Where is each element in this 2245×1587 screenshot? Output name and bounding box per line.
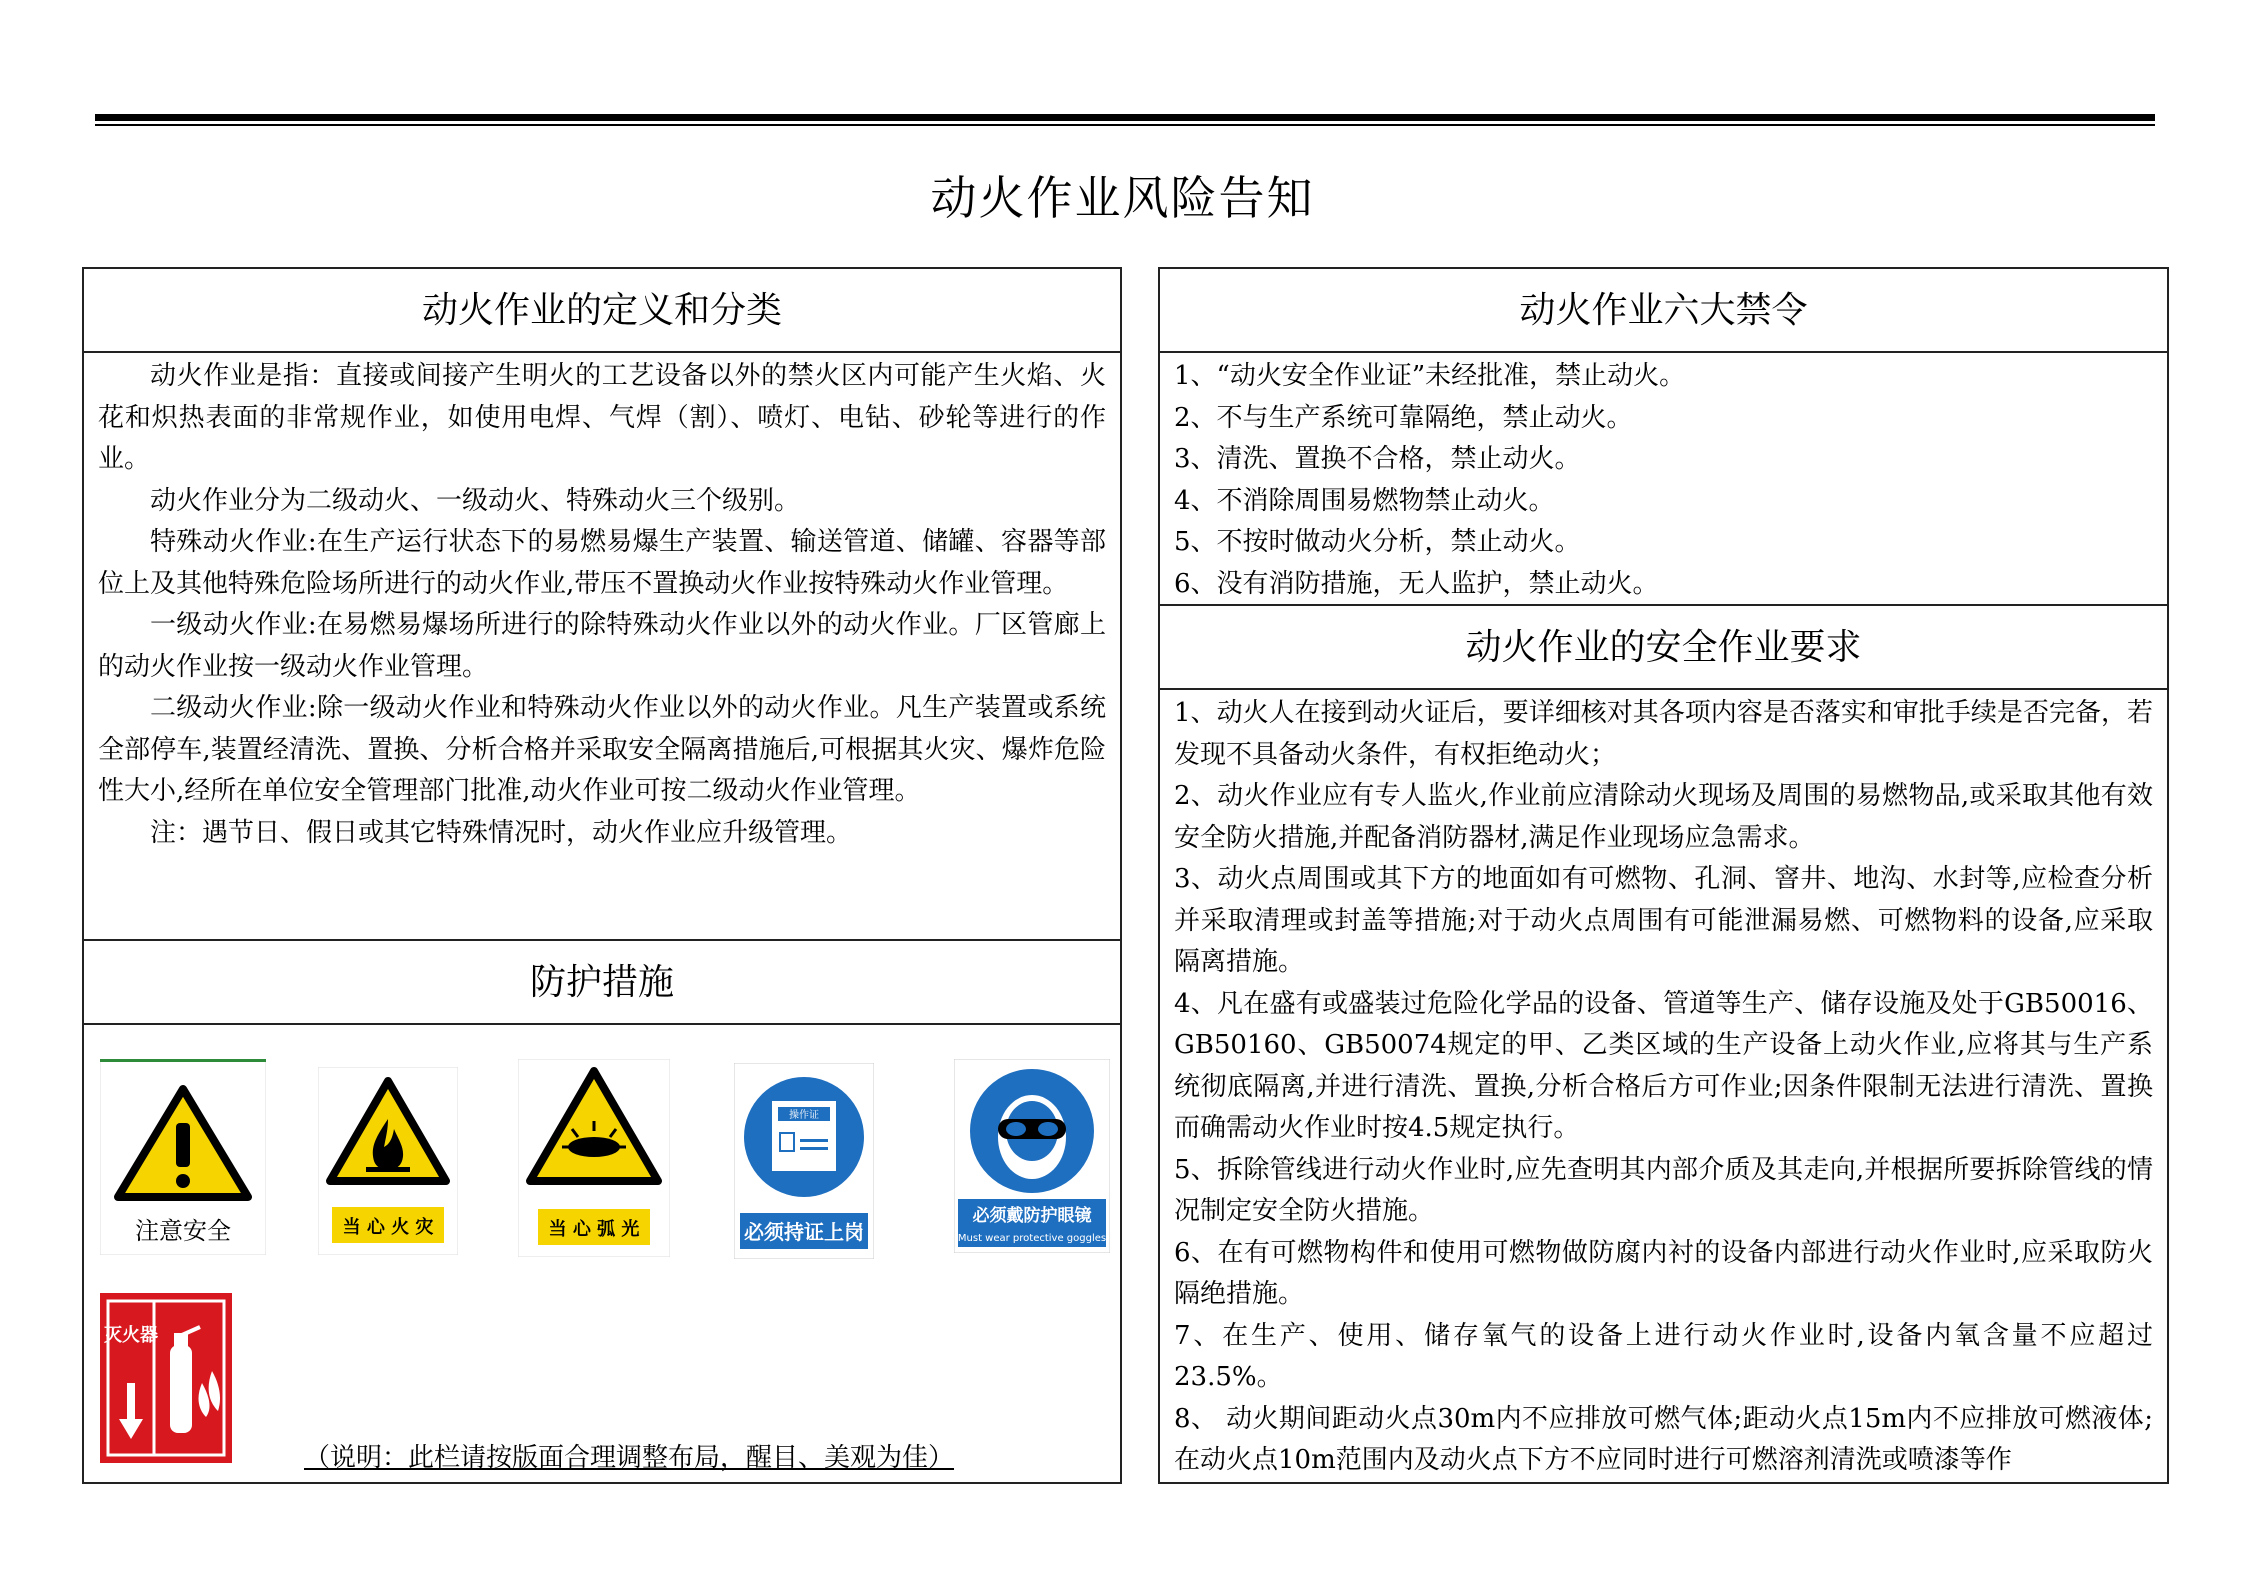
prohibition-item: 6、没有消防措施，无人监护，禁止动火。 (1174, 568, 1659, 599)
definition-body (98, 356, 1106, 854)
protection-heading: 防护措施 (84, 939, 1120, 1025)
sign-fire-warning (318, 1067, 458, 1255)
sign-label: 必须戴防护眼镜 (972, 1206, 1092, 1226)
requirement-item: 5、拆除管线进行动火作业时,应先查明其内部介质及其走向,并根据所要拆除管线的情况制定安全防火措施。 (1174, 1154, 2153, 1226)
prohibition-item: 3、清洗、置换不合格，禁止动火。 (1174, 444, 1581, 474)
sign-sublabel: Must wear protective goggles (957, 1233, 1107, 1244)
definition-paragraph: 动火作业分为二级动火、一级动火、特殊动火三个级别。 (150, 485, 801, 516)
safety-signs (100, 1059, 1107, 1479)
sign-label: 必须持证上岗 (744, 1220, 864, 1244)
flame-warning-icon (318, 1067, 458, 1255)
prohibitions-list (1174, 356, 2153, 605)
definition-heading: 动火作业的定义和分类 (84, 269, 1120, 353)
requirement-item: 7、在生产、使用、储存氧气的设备上进行动火作业时,设备内氧含量不应超过23.5%。 (1174, 1320, 2153, 1392)
protection-caption: （说明：此栏请按版面合理调整布局，醒目、美观为佳） (304, 1443, 955, 1473)
definition-note: 注：遇节日、假日或其它特殊情况时，动火作业应升级管理。 (150, 817, 853, 848)
prohibition-item: 4、不消除周围易燃物禁止动火。 (1174, 485, 1555, 516)
certificate-mandatory-icon (734, 1063, 874, 1259)
requirement-item: 6、在有可燃物构件和使用可燃物做防腐内衬的设备内部进行动火作业时,应采取防火隔绝措施。 (1174, 1237, 2153, 1309)
sign-extinguisher (100, 1293, 232, 1463)
arc-light-warning-icon (518, 1059, 670, 1257)
definition-paragraph: 一级动火作业:在易燃易爆场所进行的除特殊动火作业以外的动火作业。厂区管廊上的动火作业按一级动火作业管理。 (98, 610, 1106, 682)
left-panel (82, 267, 1122, 1484)
fire-extinguisher-icon (100, 1293, 232, 1463)
definition-paragraph: 特殊动火作业:在生产运行状态下的易燃易爆生产装置、输送管道、储罐、容器等部位上及其他特殊危险场所进行的动火作业,带压不置换动火作业按特殊动火作业管理。 (98, 527, 1106, 599)
sign-arc-warning (518, 1059, 670, 1257)
requirements-heading: 动火作业的安全作业要求 (1160, 604, 2167, 690)
prohibition-item: 1、“动火安全作业证”未经批准，禁止动火。 (1174, 361, 1686, 391)
certificate-inner-text: 操作证 (789, 1110, 819, 1121)
requirement-item: 2、动火作业应有专人监火,作业前应清除动火现场及周围的易燃物品,或采取其他有效安全防火措施,并配备消防器材,满足作业现场应急需求。 (1174, 781, 2153, 853)
exclamation-warning-icon (100, 1059, 266, 1255)
prohibition-item: 5、不按时做动火分析，禁止动火。 (1174, 527, 1581, 557)
header-rule-thin (95, 124, 2155, 126)
sign-goggles (954, 1059, 1110, 1253)
right-panel (1158, 267, 2169, 1484)
sign-certificate (734, 1063, 874, 1259)
requirement-item: 8、 动火期间距动火点30m内不应排放可燃气体;距动火点15m内不应排放可燃液体;在动火点10m范围内及动火点下方不应同时进行可燃溶剂清洗或喷漆等作 (1174, 1403, 2153, 1475)
sign-label: 灭火器 (104, 1325, 158, 1346)
document-title: 动火作业风险告知 (930, 171, 1315, 225)
sign-caution (100, 1059, 266, 1255)
sign-label: 当 心 弧 光 (548, 1219, 640, 1240)
goggles-mandatory-icon (954, 1059, 1110, 1253)
definition-paragraph: 二级动火作业:除一级动火作业和特殊动火作业以外的动火作业。凡生产装置或系统全部停车,装置经清洗、置换、分析合格并采取安全隔离措施后,可根据其火灾、爆炸危险性大小,经所在单位安全管理部门批准,动火作业可按二级动火作业管理。 (98, 693, 1106, 806)
requirement-item: 4、凡在盛有或盛装过危险化学品的设备、管道等生产、储存设施及处于GB50016、GB50160、GB50074规定的甲、乙类区域的生产设备上动火作业,应将其与生产系统彻底隔离,并进行清洗、置换,分析合格后方可作业;因条件限制无法进行清洗、置换而确需动火作业时按4.5规定执行。 (1174, 988, 2153, 1143)
prohibition-item: 2、不与生产系统可靠隔绝，禁止动火。 (1174, 402, 1633, 433)
sign-label: 当 心 火 灾 (342, 1217, 434, 1238)
sign-label: 注意安全 (135, 1217, 231, 1245)
requirements-list (1174, 693, 2153, 1482)
prohibitions-heading: 动火作业六大禁令 (1160, 269, 2167, 353)
header-rule-thick (95, 114, 2155, 121)
requirement-item: 1、动火人在接到动火证后，要详细核对其各项内容是否落实和审批手续是否完备，若发现不具备动火条件，有权拒绝动火； (1174, 698, 2153, 770)
requirement-item: 3、动火点周围或其下方的地面如有可燃物、孔洞、窨井、地沟、水封等,应检查分析并采取清理或封盖等措施;对于动火点周围有可能泄漏易燃、可燃物料的设备,应采取隔离措施。 (1174, 864, 2153, 977)
definition-paragraph: 动火作业是指：直接或间接产生明火的工艺设备以外的禁火区内可能产生火焰、火花和炽热表面的非常规作业，如使用电焊、气焊（割）、喷灯、电钻、砂轮等进行的作业。 (98, 361, 1106, 474)
